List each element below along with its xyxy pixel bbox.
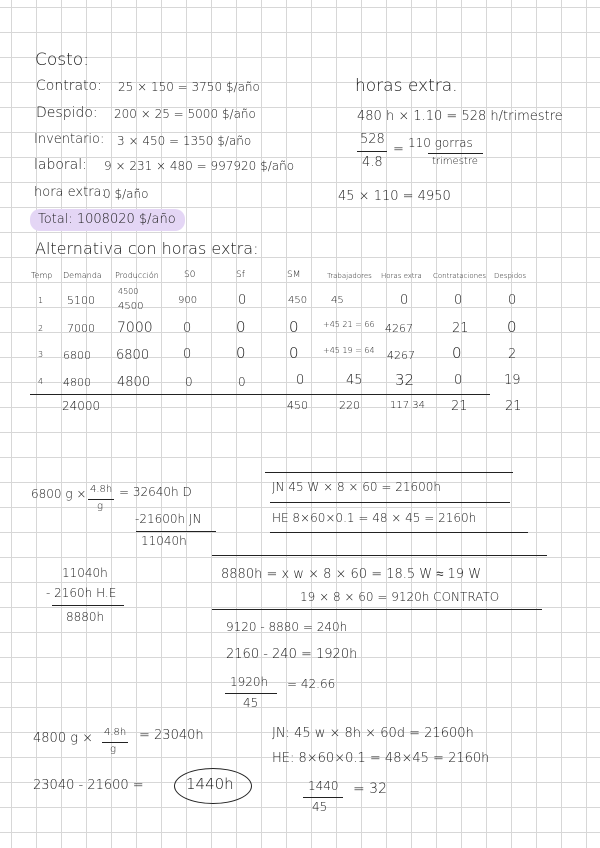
calc-8880-frac-rhs: = 42.66 xyxy=(287,677,336,691)
calc-sub-top: 11040h xyxy=(62,566,108,580)
calc-8880-line2: 19 × 8 × 60 = 9120h CONTRATO xyxy=(300,590,500,604)
table-cell: 4500 xyxy=(118,287,139,296)
table-cell: 0 xyxy=(236,318,246,336)
calc-8880-line1: 8880h = x w × 8 × 60 = 18.5 W ≈ 19 W xyxy=(221,567,482,582)
costo-row-calc: 25 × 150 = 3750 $/año xyxy=(118,80,260,94)
costo-row-calc: 3 × 450 = 1350 $/año xyxy=(117,134,252,148)
costo-row-label: Despido: xyxy=(36,105,98,121)
table-cell: 0 xyxy=(289,318,299,336)
total-cell: 220 xyxy=(339,399,360,412)
table-cell: 4 xyxy=(38,377,44,386)
table-cell: 7000 xyxy=(117,320,153,336)
calc-8880-line3: 9120 - 8880 = 240h xyxy=(226,620,348,634)
calc-4800-frac-den: g xyxy=(110,744,117,755)
horas-extra-line1: 480 h × 1.10 = 528 h/trimestre xyxy=(357,109,563,124)
table-cell: 0 xyxy=(289,344,299,362)
table-cell: 0 xyxy=(400,293,409,308)
box-bottom-line xyxy=(270,532,528,533)
table-cell: +45 21 = 66 xyxy=(323,320,375,329)
table-cell: 0 xyxy=(296,373,305,388)
table-cell: 0 xyxy=(183,347,192,362)
table-cell: 4267 xyxy=(387,349,415,362)
table-header: Temp xyxy=(31,271,53,280)
he-result-num: 110 gorras xyxy=(408,136,473,150)
table-header: Despidos xyxy=(494,272,527,280)
calc-jn2-frac-den: 45 xyxy=(312,800,328,814)
calc-4800-sub-result: 1440h xyxy=(186,775,234,793)
table-cell: 450 xyxy=(288,295,308,306)
costo-row-calc: 200 × 25 = 5000 $/año xyxy=(114,107,256,121)
table-cell: 21 xyxy=(452,321,469,336)
box-jn: JN 45 W × 8 × 60 = 21600h xyxy=(272,480,442,494)
calc-jn2-frac-num: 1440 xyxy=(308,779,339,793)
table-cell: 0 xyxy=(238,375,246,389)
calc-6800-result: 11040h xyxy=(141,534,187,548)
table-cell: 0 xyxy=(236,344,246,362)
table-cell: 0 xyxy=(238,293,247,308)
calc-6800-lhs: 6800 g × xyxy=(31,487,87,501)
table-header: Horas extra xyxy=(381,272,422,280)
total-cell: 24000 xyxy=(62,399,101,413)
box-he: HE 8×60×0.1 = 48 × 45 = 2160h xyxy=(272,511,477,525)
costo-title: Costo: xyxy=(35,50,89,70)
table-cell: 4267 xyxy=(385,322,413,335)
he-frac-num: 528 xyxy=(360,132,385,147)
he-eq: = xyxy=(393,142,404,157)
calc-8880-line4: 2160 - 240 = 1920h xyxy=(226,647,358,662)
table-cell: 45 xyxy=(346,373,363,388)
calc-6800-frac-num: 4.8h xyxy=(90,484,113,495)
costo-row-label: Inventario: xyxy=(34,132,105,147)
box-top-line xyxy=(265,472,513,473)
costo-row-label: hora extra: xyxy=(34,185,106,200)
fraction-bar xyxy=(357,151,387,152)
fraction-bar xyxy=(303,797,343,798)
table-cell: 0 xyxy=(507,318,517,336)
calc-jn2-jn: JN: 45 w × 8h × 60d = 21600h xyxy=(272,726,474,741)
table-header: Contrataciones xyxy=(433,272,487,280)
calc-8880-frac-den: 45 xyxy=(243,696,259,710)
table-cell: 2 xyxy=(38,324,44,333)
he-mult: 45 × 110 = 4950 xyxy=(338,189,451,204)
table-cell: 5100 xyxy=(67,294,95,307)
calc-4800-sub-lhs: 23040 - 21600 = xyxy=(33,778,144,793)
table-cell: 19 xyxy=(504,373,521,388)
he-result-den: trimestre xyxy=(432,156,478,167)
table-cell: 1 xyxy=(38,296,44,305)
calc-6800-minus: -21600h JN xyxy=(135,512,202,526)
total-cell: 450 xyxy=(287,399,308,412)
fraction-bar xyxy=(102,742,128,743)
fraction-bar xyxy=(428,153,483,154)
calc-sub-minus: - 2160h H.E xyxy=(46,586,117,600)
table-cell: 4500 xyxy=(118,301,144,312)
horas-extra-title: horas extra. xyxy=(355,76,458,96)
table-header: Demanda xyxy=(63,271,102,280)
calc-4800-rhs: = 23040h xyxy=(139,728,204,743)
costo-total: Total: 1008020 $/año xyxy=(38,212,176,227)
table-cell: 0 xyxy=(454,293,463,308)
table-cell: 0 xyxy=(183,321,192,336)
calc-jn2-he: HE: 8×60×0.1 = 48×45 = 2160h xyxy=(272,751,490,766)
table-cell: +45 19 = 64 xyxy=(323,346,375,355)
total-cell: 117 34 xyxy=(390,400,425,411)
section-divider xyxy=(212,555,547,556)
costo-row-calc: 9 × 231 × 480 = 997920 $/año xyxy=(104,159,295,173)
table-cell: 3 xyxy=(38,350,44,359)
table-cell: 4800 xyxy=(117,375,151,390)
total-cell: 21 xyxy=(451,399,468,414)
underline xyxy=(212,609,542,610)
table-cell: 0 xyxy=(454,373,463,388)
table-cell: 0 xyxy=(508,293,517,308)
costo-row-calc: 0 $/año xyxy=(103,187,149,201)
box-mid-line xyxy=(270,502,510,503)
calc-4800-frac-num: 4.8h xyxy=(104,727,127,738)
calc-8880-frac-num: 1920h xyxy=(230,675,269,689)
table-cell: 6800 xyxy=(63,349,91,362)
table-cell: 45 xyxy=(331,295,344,306)
table-cell: 2 xyxy=(508,347,517,362)
fraction-bar xyxy=(225,693,277,694)
table-header: Trabajadores xyxy=(327,272,372,280)
calc-6800-frac-den: g xyxy=(97,501,104,512)
fraction-bar xyxy=(88,499,114,500)
table-cell: 7000 xyxy=(67,322,95,335)
total-cell: 21 xyxy=(505,399,522,414)
table-cell: 900 xyxy=(178,295,198,306)
totals-divider xyxy=(30,394,490,395)
calc-sub-result: 8880h xyxy=(66,610,105,624)
calc-jn2-frac-rhs: = 32 xyxy=(353,781,387,797)
table-cell: 32 xyxy=(395,371,415,389)
calc-6800-rhs: = 32640h D xyxy=(119,485,192,499)
subtraction-line xyxy=(52,605,124,606)
table-header: SM xyxy=(287,270,301,280)
table-header: Sf xyxy=(236,270,245,280)
table-cell: 6800 xyxy=(116,348,150,363)
subtraction-line xyxy=(136,531,216,532)
table-cell: 0 xyxy=(185,375,193,389)
table-cell: 0 xyxy=(452,344,462,362)
costo-row-label: laboral: xyxy=(34,157,87,173)
he-frac-den: 4.8 xyxy=(362,155,383,170)
alternativa-title: Alternativa con horas extra: xyxy=(35,239,259,258)
table-header: Producción xyxy=(115,271,159,280)
table-header: S0 xyxy=(184,270,196,280)
calc-4800-lhs: 4800 g × xyxy=(33,731,94,746)
costo-row-label: Contrato: xyxy=(36,78,102,94)
table-cell: 4800 xyxy=(63,376,91,389)
